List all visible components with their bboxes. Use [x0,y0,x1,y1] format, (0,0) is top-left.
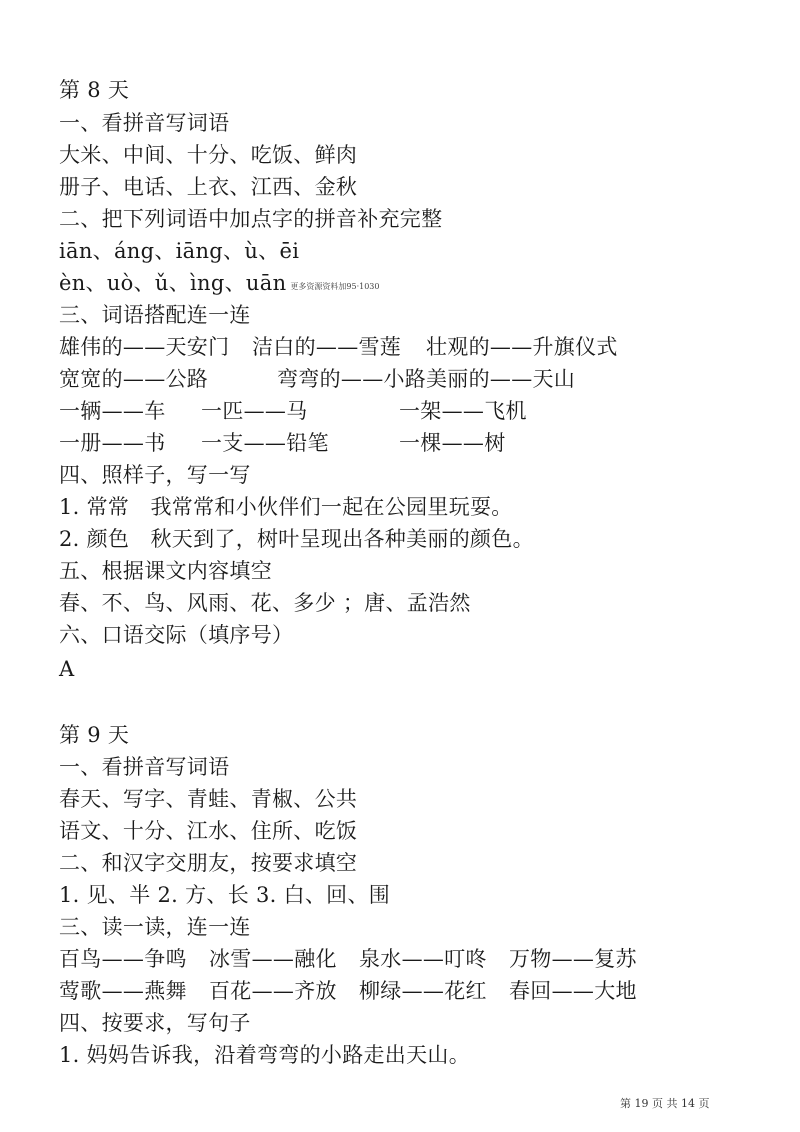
day8-section4-heading: 四、照样子，写一写 [59,463,251,487]
match-pair: 洁白的——雪莲 [252,335,402,359]
watermark-text: 更多资源资料加95·1030 [290,281,380,291]
match-pair: 冰雪——融化 [209,947,337,971]
match-pair: 柳绿——花红 [359,979,487,1003]
day9-title: 第 9 天 [59,723,130,747]
match-pair: 美丽的——天山 [426,367,576,391]
match-pair: 莺歌——燕舞 [59,979,187,1003]
match-pair: 一辆——车 [59,399,166,423]
match-pair: 泉水——叮咚 [359,947,487,971]
day8-section6-answer: A [59,657,75,681]
day9-section1-heading: 一、看拼音写词语 [59,755,230,779]
match-pair: 春回——大地 [509,979,637,1003]
day8-section2-heading: 二、把下列词语中加点字的拼音补充完整 [59,207,443,231]
day9-section2-line1: 1. 见、半 2. 方、长 3. 白、回、围 [59,883,391,907]
day8-section3-heading: 三、词语搭配连一连 [59,303,251,327]
day8-section2-line1: iān、áng、iāng、ù、ēi [59,239,300,263]
day8-title: 第 8 天 [59,78,130,102]
page-footer: 第 19 页 共 14 页 [620,1097,710,1110]
match-pair: 一架——飞机 [399,399,527,423]
match-pair: 壮观的——升旗仪式 [426,335,618,359]
match-pair: 万物——复苏 [509,947,637,971]
day8-section1-line2: 册子、电话、上衣、江西、金秋 [59,175,358,199]
match-pair: 弯弯的——小路 [277,367,427,391]
match-pair: 一棵——树 [399,431,506,455]
day9-section2-heading: 二、和汉字交朋友，按要求填空 [59,851,358,875]
day8-section5-line1: 春、不、鸟、风雨、花、多少 ；唐、孟浩然 [59,591,471,615]
day8-section5-heading: 五、根据课文内容填空 [59,559,272,583]
day8-section1-line1: 大米、中间、十分、吃饭、鲜肉 [59,143,358,167]
day8-section4-line1: 1. 常常 我常常和小伙伴们一起在公园里玩耍。 [59,495,513,519]
day9-section3-heading: 三、读一读，连一连 [59,915,251,939]
day8-section1-heading: 一、看拼音写词语 [59,111,230,135]
day9-section4-line1: 1. 妈妈告诉我，沿着弯弯的小路走出天山。 [59,1043,471,1067]
day8-section6-heading: 六、口语交际（填序号） [59,623,294,647]
day9-section1-line1: 春天、写字、青蛙、青椒、公共 [59,787,358,811]
match-pair: 一匹——马 [201,399,308,423]
day9-section4-heading: 四、按要求，写句子 [59,1011,251,1035]
day9-section1-line2: 语文、十分、江水、住所、吃饭 [59,819,358,843]
match-pair: 一支——铅笔 [201,431,329,455]
match-pair: 百花——齐放 [209,979,337,1003]
match-pair: 雄伟的——天安门 [59,335,230,359]
match-pair: 一册——书 [59,431,166,455]
match-pair: 百鸟——争鸣 [59,947,187,971]
day8-section4-line2: 2. 颜色 秋天到了，树叶呈现出各种美丽的颜色。 [59,527,534,551]
day8-section2-line2: èn、uò、ǔ、ìng、uān [59,271,287,295]
day8-section2-line2-row [59,270,380,298]
match-pair: 宽宽的——公路 [59,367,209,391]
